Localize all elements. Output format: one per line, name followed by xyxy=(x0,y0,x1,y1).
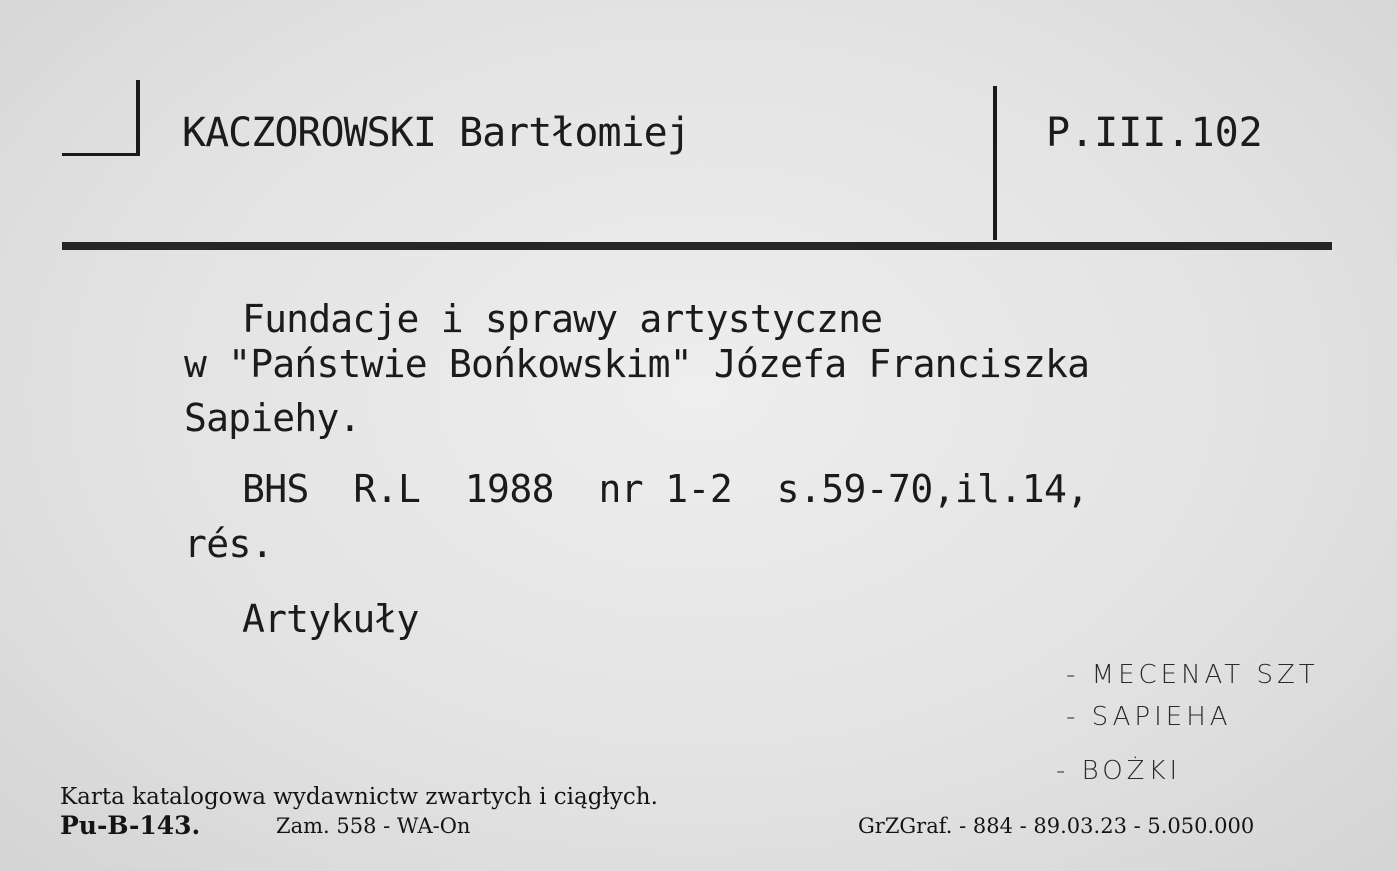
handwritten-subject-3: - BOŻKI xyxy=(1056,756,1182,786)
author-name: KACZOROWSKI Bartłomiej xyxy=(182,110,690,156)
category-label: Artykuły xyxy=(242,597,419,641)
header-right-divider xyxy=(993,86,997,240)
shelf-signature: P.III.102 xyxy=(1046,110,1263,156)
title-line-2: w "Państwie Bońkowskim" Józefa Franciszka xyxy=(184,342,1090,386)
handwritten-subject-1: - MECENAT SZT xyxy=(1066,660,1319,690)
header-bottom-rule xyxy=(62,242,1332,250)
handwritten-subject-2: - SAPIEHA xyxy=(1066,702,1232,732)
form-code: Pu-B-143. xyxy=(60,811,201,840)
source-line-1: BHS R.L 1988 nr 1-2 s.59-70,il.14, xyxy=(242,467,1089,511)
order-number: Zam. 558 - WA-On xyxy=(276,814,471,838)
header-left-divider xyxy=(136,80,140,156)
title-line-3: Sapiehy. xyxy=(184,396,361,440)
source-line-2: rés. xyxy=(184,522,274,566)
printer-info: GrZGraf. - 884 - 89.03.23 - 5.050.000 xyxy=(858,814,1255,838)
title-line-1: Fundacje i sprawy artystyczne xyxy=(242,297,883,341)
header-left-underline xyxy=(62,153,138,156)
form-name: Karta katalogowa wydawnictw zwartych i ciągłych. xyxy=(60,784,658,810)
